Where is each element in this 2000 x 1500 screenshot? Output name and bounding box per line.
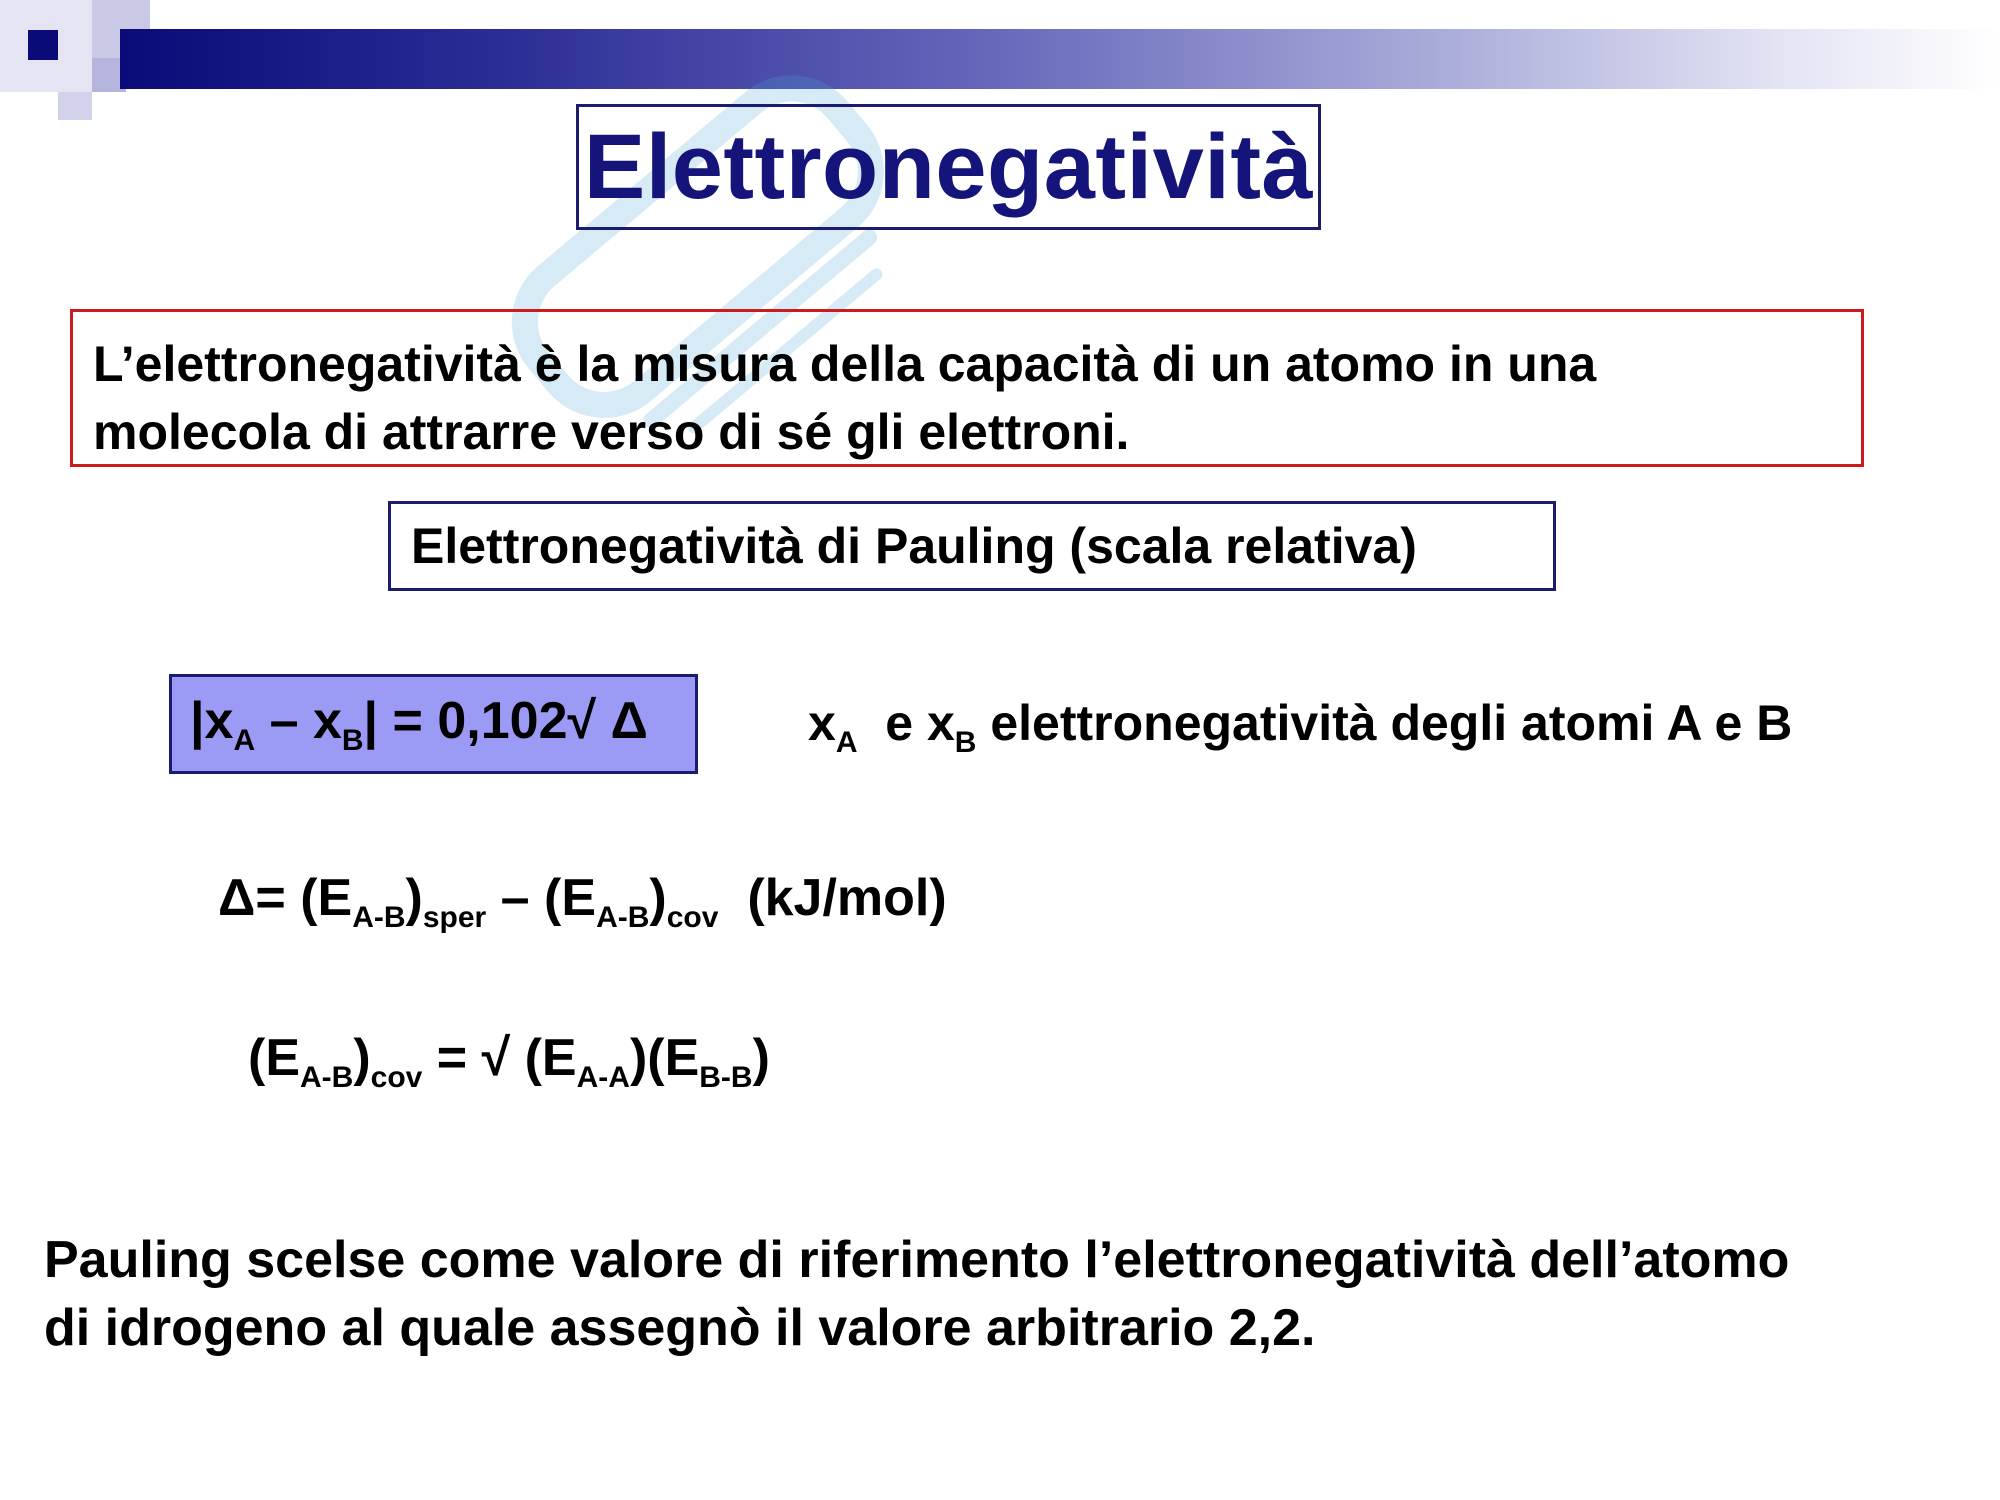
footer-line-1: Pauling scelse come valore di riferimento l’elettronegatività dell’atomo bbox=[44, 1231, 1790, 1289]
covalent-energy-equation bbox=[248, 1028, 770, 1095]
deco-square bbox=[28, 30, 58, 60]
eq-subscript: A-B bbox=[352, 901, 406, 934]
definition-line-2: molecola di attrarre verso di sé gli elettroni. bbox=[93, 404, 1130, 460]
eq-part: ) bbox=[353, 1029, 371, 1087]
eq-part: (E bbox=[248, 1029, 300, 1087]
delta-equation bbox=[218, 868, 947, 935]
formula-subscript: B bbox=[341, 723, 364, 757]
eq-subscript: A-B bbox=[300, 1061, 354, 1094]
eq-subscript: B-B bbox=[699, 1061, 753, 1094]
eq-subscript: sper bbox=[422, 901, 487, 934]
eq-part: Δ= (E bbox=[218, 869, 353, 927]
eq-subscript: A-A bbox=[576, 1061, 630, 1094]
desc-part: e x bbox=[857, 695, 955, 751]
desc-part: elettronegatività degli atomi A e B bbox=[976, 695, 1793, 751]
definition-line-1: L’elettronegatività è la misura della capacità di un atomo in una bbox=[93, 336, 1597, 392]
electronegativity-description bbox=[808, 694, 1792, 760]
formula-part: |x bbox=[190, 691, 234, 750]
formula-subscript: A bbox=[233, 723, 256, 757]
header-gradient-bar bbox=[120, 29, 2000, 89]
eq-part: ) bbox=[752, 1029, 770, 1087]
definition-box bbox=[70, 309, 1864, 467]
eq-part: (kJ/mol) bbox=[718, 869, 947, 927]
slide-title: Elettronegatività bbox=[583, 115, 1314, 218]
formula-part: – x bbox=[255, 691, 342, 750]
formula-part: | = 0,102√ Δ bbox=[363, 691, 648, 750]
title-box bbox=[576, 104, 1321, 230]
desc-subscript: B bbox=[954, 726, 977, 759]
eq-part: ) bbox=[649, 869, 667, 927]
eq-part: = √ (E bbox=[422, 1029, 577, 1087]
eq-subscript: cov bbox=[666, 901, 719, 934]
deco-square bbox=[58, 92, 92, 120]
pauling-scale-label: Elettronegatività di Pauling (scala relativa) bbox=[411, 518, 1417, 574]
eq-part: – (E bbox=[486, 869, 597, 927]
eq-subscript: A-B bbox=[596, 901, 650, 934]
eq-part: ) bbox=[405, 869, 423, 927]
pauling-scale-box bbox=[388, 501, 1556, 591]
footer-line-2: di idrogeno al quale assegnò il valore arbitrario 2,2. bbox=[44, 1299, 1316, 1357]
watermark-logo bbox=[452, 14, 1009, 556]
eq-part: )(E bbox=[629, 1029, 700, 1087]
desc-subscript: A bbox=[835, 726, 858, 759]
footer-text bbox=[44, 1226, 1984, 1362]
main-formula-box bbox=[169, 674, 698, 774]
main-formula bbox=[190, 691, 648, 758]
eq-subscript: cov bbox=[370, 1061, 423, 1094]
definition-text bbox=[93, 330, 1843, 466]
desc-part: x bbox=[808, 695, 836, 751]
